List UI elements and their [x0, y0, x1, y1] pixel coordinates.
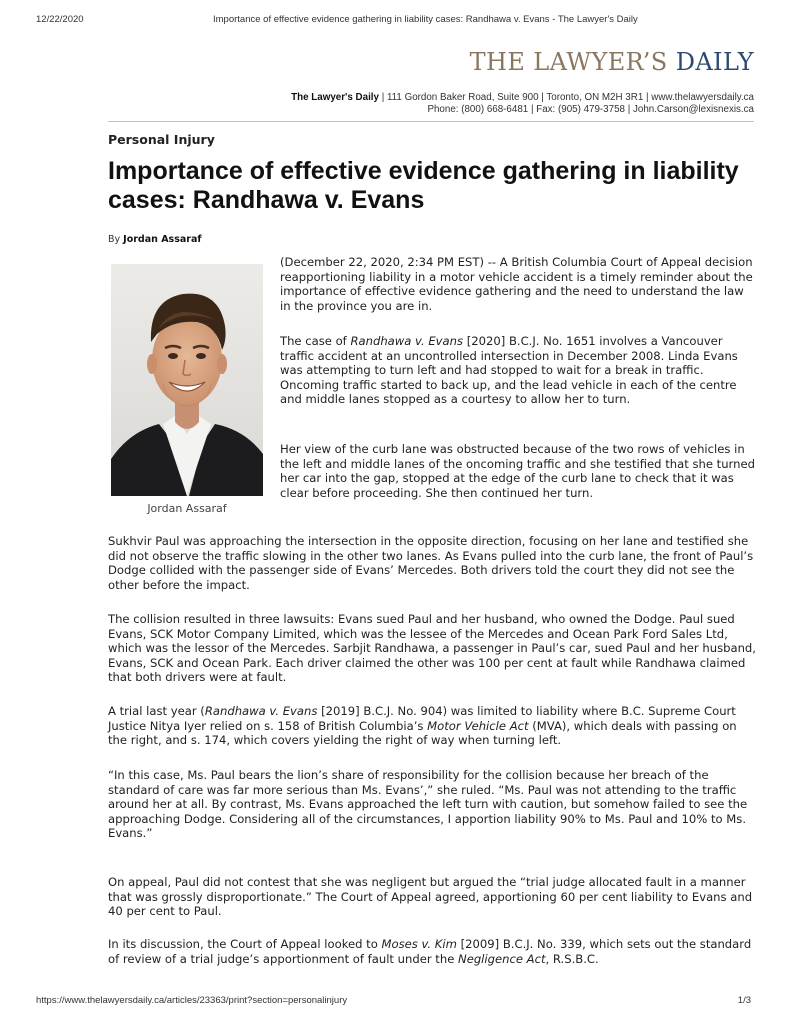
contact-line2: Phone: (800) 668-6481 | Fax: (905) 479-3758 | John.Carson@lexisnexis.ca — [427, 103, 754, 115]
statute-name: Negligence Act — [458, 951, 546, 966]
article-paragraph: “In this case, Ms. Paul bears the lion’s share of responsibility for the collision because her breach of the standard of care was far more serious than Ms. Evans’,” she ruled. “Ms. Paul was not attending to the traffic around her at all. By contrast, Ms. Evans approached the left turn with caution, but somehow failed to see the approaching Dodge. Considering all of the circumstances, I apportion liability 90% to Ms. Paul and 10% to Ms. Evans.” — [108, 768, 748, 840]
masthead-part2: DAILY — [675, 48, 754, 76]
contact-info — [291, 92, 754, 116]
print-page-title: Importance of effective evidence gathering in liability cases: Randhawa v. Evans - The Lawyer's Daily — [213, 14, 638, 25]
case-name: Moses v. Kim — [381, 937, 457, 951]
contact-publication: The Lawyer's Daily — [291, 92, 379, 103]
article-paragraph — [280, 334, 757, 407]
article-paragraph: Her view of the curb lane was obstructed because of the two rows of vehicles in the left and middle lanes of the oncoming traffic and she testified that she turned her car into the gap, stopped at the edge of the curb lane to check that it was clear before proceeding. She then continued her turn. — [280, 442, 755, 500]
article-paragraph — [108, 937, 758, 966]
contact-address: | 111 Gordon Baker Road, Suite 900 | Toronto, ON M2H 3R1 | www.thelawyersdaily.ca — [378, 92, 754, 103]
text-run: [2020] B.C.J. No. 1651 involves a Vancouver traffic accident at an uncontrolled intersection in December 2008. Linda Evans was attempting to turn left and had stopped to wait for a break in traffic. Oncoming traffic started to back up, and the lead vehicle in each of the centre and middle lanes stopped as a courtesy to allow her to turn. — [280, 334, 738, 406]
article-headline: Importance of effective evidence gathering in liability cases: Randhawa v. Evans — [108, 157, 739, 214]
photo-caption: Jordan Assaraf — [147, 502, 227, 515]
case-name: Randhawa v. Evans — [204, 704, 318, 718]
author-photo — [111, 264, 263, 496]
article-paragraph: Sukhvir Paul was approaching the intersection in the opposite direction, focusing on her lane and testified she did not observe the traffic slowing in the other two lanes. As Evans pulled into the curb lane, the front of Paul’s Dodge collided with the passenger side of Evans’ Mercedes. Both drivers told the court they did not see the other before the impact. — [108, 534, 754, 592]
text-run: , R.S.B.C. — [545, 951, 599, 966]
print-footer-url: https://www.thelawyersdaily.ca/articles/23363/print?section=personalinjury — [36, 995, 348, 1006]
text-run: [2019] B.C.J. No. 904) was limited to liability where B.C. Supreme Court Justice Nitya Iyer relied on s. 158 of British Columbia’s — [108, 704, 736, 733]
byline — [108, 234, 202, 245]
contact-line1 — [291, 92, 754, 104]
page-number: 1/3 — [737, 995, 751, 1006]
text-run: [2009] B.C.J. No. 339, which sets out the standard of review of a trial judge’s apportionment of fault under the — [108, 937, 752, 966]
text-run: The case of — [280, 334, 351, 348]
print-date: 12/22/2020 — [36, 14, 84, 25]
article-paragraph: (December 22, 2020, 2:34 PM EST) -- A British Columbia Court of Appeal decision reapportioning liability in a motor vehicle accident is a timely reminder about the importance of effective evidence gathering and the need to understand the law in the province you are in. — [280, 255, 753, 313]
masthead-part1: THE LAWYER’S — [469, 48, 676, 76]
text-run: (MVA), which deals with passing on the right, and s. 174, which covers yielding the right of way when turning left. — [108, 718, 737, 747]
header-divider — [108, 121, 754, 122]
text-run: In its discussion, the Court of Appeal looked to — [108, 937, 382, 951]
statute-name: Motor Vehicle Act — [427, 718, 529, 733]
byline-prefix: By — [108, 234, 124, 245]
author-portrait-image — [111, 264, 263, 496]
masthead-logo — [470, 48, 754, 76]
section-label: Personal Injury — [108, 132, 215, 147]
case-name: Randhawa v. Evans — [350, 334, 464, 348]
article-paragraph — [108, 704, 758, 748]
text-run: A trial last year ( — [108, 704, 205, 718]
byline-author: Jordan Assaraf — [123, 234, 202, 245]
article-paragraph: The collision resulted in three lawsuits: Evans sued Paul and her husband, who owned the Dodge. Paul sued Evans, SCK Motor Company Limited, which was the lessee of the Mercedes and Ocean Park Ford Sales Ltd, which was the lessor of the Mercedes. Sarbjit Randhawa, a passenger in Paul’s car, sued Paul and her husband, Evans, SCK and Ocean Park. Each driver claimed the other was 100 per cent at fault while Randhawa claimed that both drivers were at fault. — [108, 612, 756, 684]
article-paragraph: On appeal, Paul did not contest that she was negligent but argued the “trial judge allocated fault in a manner that was grossly disproportionate.” The Court of Appeal agreed, apportioning 60 per cent liability to Evans and 40 per cent to Paul. — [108, 875, 753, 918]
